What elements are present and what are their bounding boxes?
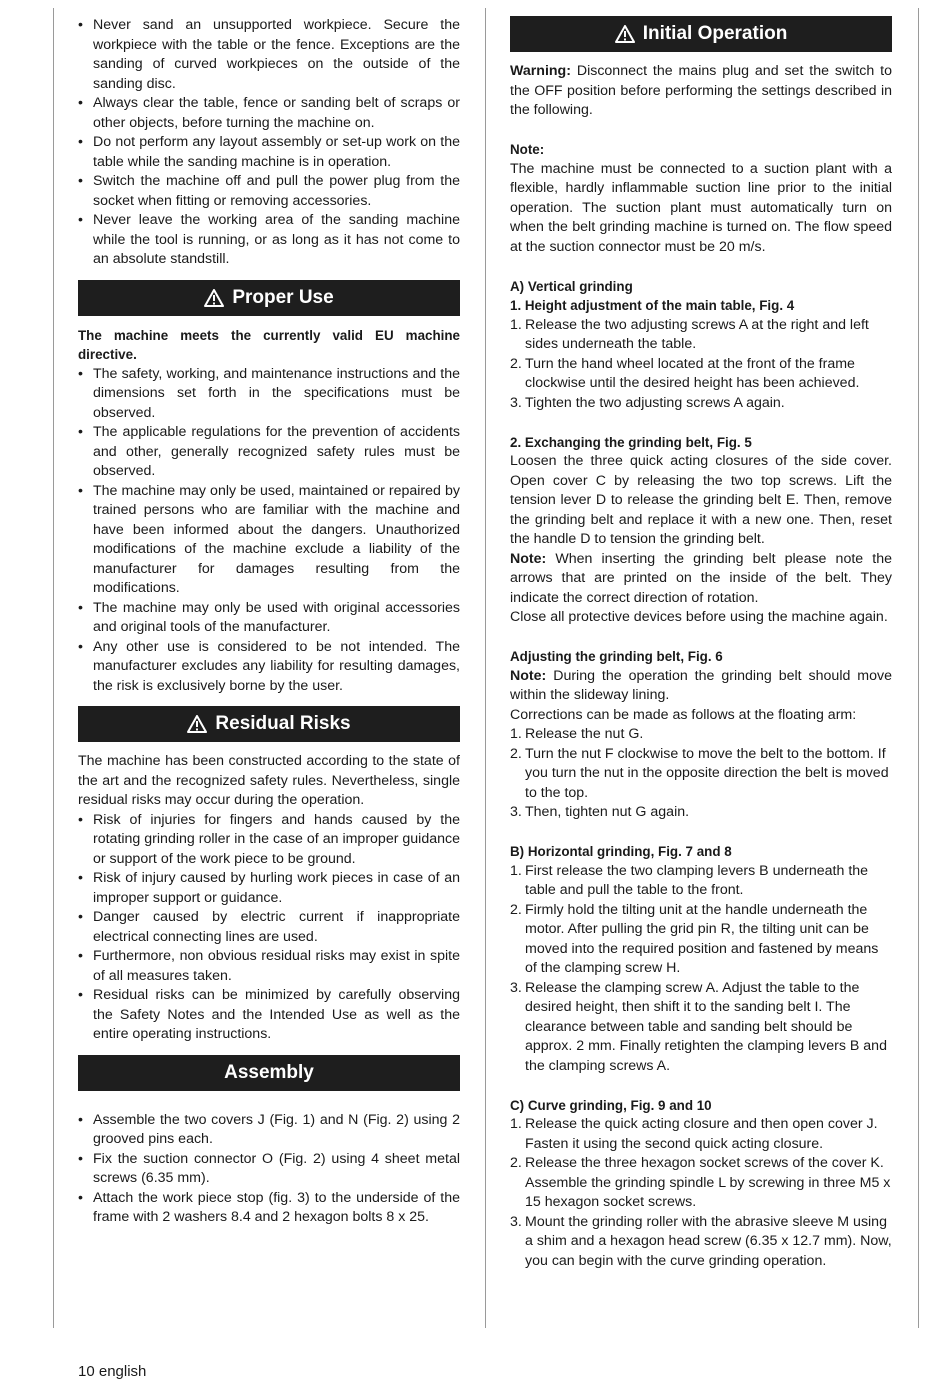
warning-text: Disconnect the mains plug and set the switch to the OFF position before performing the settings described in the following. <box>510 63 892 118</box>
section-title: Initial Operation <box>642 23 788 45</box>
list-item: • Furthermore, non obvious residual risks may exist in spite of all measures taken. <box>78 947 460 986</box>
list-item: • Residual risks can be minimized by carefully observing the Safety Notes and the Intended Use as well as the entire operating instructions. <box>78 986 460 1045</box>
residual-risks-bullets <box>78 811 460 1045</box>
height-adjustment-heading: 1. Height adjustment of the main table, Fig. 4 <box>510 298 795 313</box>
horizontal-grinding-heading: B) Horizontal grinding, Fig. 7 and 8 <box>510 844 732 859</box>
warning-label: Warning: <box>510 63 571 79</box>
list-item: • The applicable regulations for the prevention of accidents and other, generally recognized safety rules must be observed. <box>78 423 460 482</box>
curve-grinding-heading: C) Curve grinding, Fig. 9 and 10 <box>510 1097 712 1113</box>
list-item: • The machine may only be used, maintained or repaired by trained persons who are familiar with the machine and have been informed about the dangers. Unauthorized modifications of the machine exclude a liability of the manufacturer for damages resulting from the modifications. <box>78 482 460 599</box>
height-adjustment-steps <box>510 316 892 414</box>
note-label: Note: <box>510 142 545 157</box>
adjusting-belt-note: Note: During the operation the grinding belt should move within the slideway lining. <box>510 667 892 703</box>
list-item: • Fix the suction connector O (Fig. 2) using 4 sheet metal screws (6.35 mm). <box>78 1150 460 1189</box>
list-item: 1. First release the two clamping levers B underneath the table and pull the table to the front. <box>510 862 869 898</box>
list-item: • Attach the work piece stop (fig. 3) to the underside of the frame with 2 washers 8.4 and 2 hexagon bolts 8 x 25. <box>78 1189 460 1228</box>
section-title: Residual Risks <box>215 713 351 735</box>
column-rule-right <box>918 8 919 1328</box>
list-item: 1. Release the two adjusting screws A at the right and left sides underneath the table. <box>510 316 869 352</box>
right-column <box>510 16 892 1271</box>
horizontal-grinding-steps <box>510 862 892 1077</box>
list-item: • Do not perform any layout assembly or set-up work on the table while the sanding machine is in operation. <box>78 133 460 172</box>
adjusting-belt-steps <box>510 725 892 823</box>
page-footer: 10 english <box>78 1363 147 1380</box>
proper-use-bullets <box>78 365 460 697</box>
list-item: • The machine may only be used with original accessories and original tools of the manufacturer. <box>78 599 460 638</box>
note-label: Note: <box>510 667 547 684</box>
residual-risks-header <box>78 706 460 742</box>
section-title: Assembly <box>224 1061 314 1083</box>
list-item: 2. Turn the hand wheel located at the front of the frame clockwise until the desired height has been achieved. <box>510 355 860 391</box>
exchanging-belt-close: Close all protective devices before using the machine again. <box>510 609 888 625</box>
vertical-grinding-heading: A) Vertical grinding <box>510 278 633 294</box>
adjusting-belt-corrections: Corrections can be made as follows at the floating arm: <box>510 706 857 723</box>
exchanging-belt-text: Loosen the three quick acting closures of the side cover. Open cover C by releasing the two top screws. Lift the tension lever D to release the grinding belt E. Then, remove the grinding belt and replace it with a new one. Then, reset the handle D to tension the grinding belt. <box>510 453 892 547</box>
list-item: 1. Release the nut G. <box>510 726 644 742</box>
list-item: 2. Firmly hold the tilting unit at the handle underneath the motor. After pulling the grid pin R, the tilting unit can be moved into the required position and fastened by means of the clamping screw H. <box>510 901 879 976</box>
note-label: Note: <box>510 550 547 567</box>
list-item: • Risk of injury caused by hurling work pieces in case of an improper support or guidance. <box>78 869 460 908</box>
list-item: • Risk of injuries for fingers and hands caused by the rotating grinding roller in the case of an improper guidance or support of the work piece to be ground. <box>78 811 460 870</box>
list-item: • Any other use is considered to be not intended. The manufacturer excludes any liability for resulting damages, the risk is exclusively borne by the user. <box>78 638 460 697</box>
list-item: • Never sand an unsupported workpiece. Secure the workpiece with the table or the fence. Exceptions are the sanding of curved workpieces on the outside of the sanding disc. <box>78 16 460 94</box>
section-title: Proper Use <box>232 286 334 308</box>
list-item: • Always clear the table, fence or sanding belt of scraps or other objects, before turning the machine on. <box>78 94 460 133</box>
residual-risks-intro: The machine has been constructed according to the state of the art and the recognized safety rules. Nevertheless, single residual risks may occur during the operation. <box>78 753 460 808</box>
warning-triangle-icon <box>204 289 224 307</box>
list-item: • Switch the machine off and pull the power plug from the socket when fitting or removing accessories. <box>78 172 460 211</box>
list-item: 3. Then, tighten nut G again. <box>510 804 690 820</box>
column-rule-left <box>53 8 54 1328</box>
assembly-bullets <box>78 1111 460 1228</box>
list-item: • Assemble the two covers J (Fig. 1) and N (Fig. 2) using 2 grooved pins each. <box>78 1111 460 1150</box>
note-text: The machine must be connected to a suction plant with a flexible, hardly inflammable suction line prior to the initial operation. The suction plant must automatically turn on when the belt grinding machine is turned on. The flow speed at the suction connector must be 20 m/s. <box>510 160 892 255</box>
list-item: 3. Tighten the two adjusting screws A again. <box>510 394 785 411</box>
list-item: • Danger caused by electric current if inappropriate electrical connecting lines are used. <box>78 908 460 947</box>
initial-operation-header <box>510 16 892 52</box>
proper-use-header <box>78 280 460 316</box>
warning-triangle-icon <box>187 715 207 733</box>
list-item: 3. Release the clamping screw A. Adjust the table to the desired height, then shift it to the sanding belt I. The clearance between table and sanding belt should be approx. 2 mm. Finally retighten the clamping levers B and the clamping screws A. <box>510 979 887 1074</box>
left-column <box>78 16 460 1228</box>
proper-use-lead: The machine meets the currently valid EU machine directive. <box>78 327 460 362</box>
list-item: 1. Release the quick acting closure and then open cover J. Fasten it using the second quick acting closure. <box>510 1116 878 1152</box>
warning-paragraph <box>510 62 892 121</box>
curve-grinding-steps <box>510 1115 892 1271</box>
assembly-header <box>78 1055 460 1091</box>
warning-triangle-icon <box>615 25 635 43</box>
adjusting-belt-heading: Adjusting the grinding belt, Fig. 6 <box>510 649 723 664</box>
list-item: • The safety, working, and maintenance instructions and the dimensions set forth in the specifications must be observed. <box>78 365 460 424</box>
column-rule-middle <box>485 8 486 1328</box>
exchanging-belt-heading: 2. Exchanging the grinding belt, Fig. 5 <box>510 434 752 450</box>
safety-bullets <box>78 16 460 270</box>
list-item: 2. Turn the nut F clockwise to move the belt to the bottom. If you turn the nut in the opposite direction the belt is moved to the top. <box>510 745 889 801</box>
exchanging-belt-note: Note: When inserting the grinding belt please note the arrows that are printed on the inside of the belt. They indicate the correct direction of rotation. <box>510 550 892 606</box>
list-item: 3. Mount the grinding roller with the abrasive sleeve M using a shim and a hexagon head screw (6.35 x 12.7 mm). Now, you can begin with the curve grinding operation. <box>510 1213 892 1269</box>
list-item: 2. Release the three hexagon socket screws of the cover K. Assemble the grinding spindle L by screwing in three M5 x 15 hexagon socket screws. <box>510 1155 891 1210</box>
list-item: • Never leave the working area of the sanding machine while the tool is running, or as long as it has not come to an absolute standstill. <box>78 211 460 270</box>
